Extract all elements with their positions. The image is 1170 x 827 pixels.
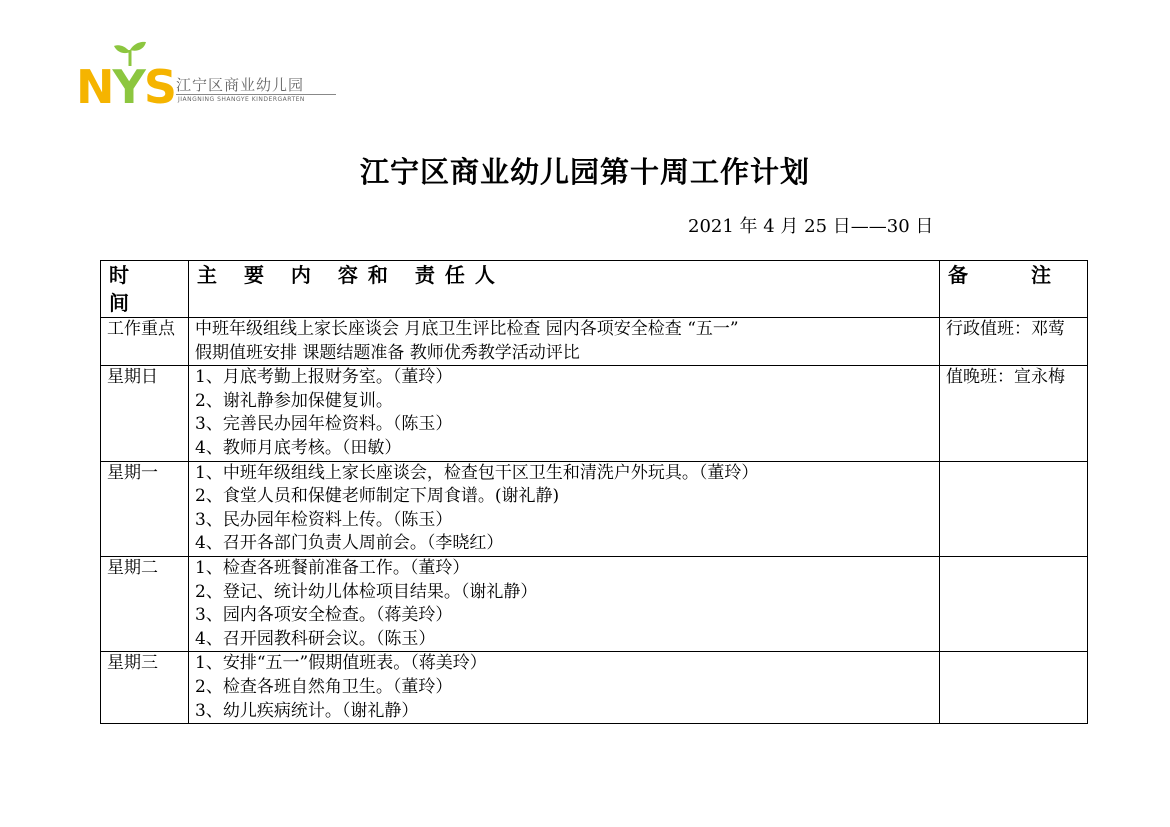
row-note: 行政值班：邓莺 [940,318,1088,366]
content-line: 1、月底考勤上报财务室。（董玲） [195,367,453,388]
content-line: 1、检查各班餐前准备工作。（董玲） [195,557,470,578]
weekly-plan-table [100,260,1088,724]
content-line: 2、谢礼静参加保健复训。 [195,390,393,411]
row-content [189,461,940,556]
row-time: 星期二 [101,556,189,651]
row-content [189,652,940,724]
row-time: 星期三 [101,652,189,724]
content-line: 3、幼儿疾病统计。（谢礼静） [195,700,419,721]
header-notes: 备 注 [940,261,1088,318]
row-time: 星期日 [101,366,189,461]
row-content [189,556,940,651]
content-line: 2、食堂人员和保健老师制定下周食谱。(谢礼静) [195,486,560,507]
content-line: 1、安排“五一”假期值班表。（蒋美玲） [195,653,487,674]
row-time: 工作重点 [101,318,189,366]
row-note: 值晚班：宣永梅 [940,366,1088,461]
table-row [101,461,1088,556]
content-line: 2、登记、统计幼儿体检项目结果。（谢礼静） [195,581,538,602]
content-line: 4、召开园教科研会议。（陈玉） [195,628,436,649]
content-line: 4、教师月底考核。（田敏） [195,437,402,458]
row-content [189,366,940,461]
content-line: 2、检查各班自然角卫生。（董玲） [195,676,453,697]
row-content [189,318,940,366]
content-line: 3、民办园年检资料上传。（陈玉） [195,509,453,530]
content-line: 1、中班年级组线上家长座谈会，检查包干区卫生和清洗户外玩具。（董玲） [195,462,759,483]
row-note [940,652,1088,724]
content-line: 4、召开各部门负责人周前会。（李晓红） [195,533,504,554]
page-title: 江宁区商业幼儿园第十周工作计划 [359,155,810,189]
kindergarten-logo [76,38,346,114]
logo-name-en: JIANGNING SHANGYE KINDERGARTEN [178,96,305,103]
table-row [101,556,1088,651]
row-note [940,461,1088,556]
row-note [940,556,1088,651]
table-row [101,366,1088,461]
header-content: 主 要 内 容和 责任人 [189,261,940,318]
row-time: 星期一 [101,461,189,556]
table-header-row [101,261,1088,318]
logo-divider [176,94,336,95]
header-time: 时 间 [101,261,189,318]
table-row [101,318,1088,366]
table-row [101,652,1088,724]
date-range: 2021 年 4 月 25 日——30 日 [688,216,934,237]
logo-monogram: NYS [76,60,175,114]
content-line: 3、园内各项安全检查。（蒋美玲） [195,605,453,626]
content-line: 假期值班安排 课题结题准备 教师优秀教学活动评比 [195,342,580,363]
logo-name-cn: 江宁区商业幼儿园 [176,76,305,94]
content-line: 3、完善民办园年检资料。（陈玉） [195,414,453,435]
content-line: 中班年级组线上家长座谈会 月底卫生评比检查 园内各项安全检查 “五一” [195,319,739,339]
